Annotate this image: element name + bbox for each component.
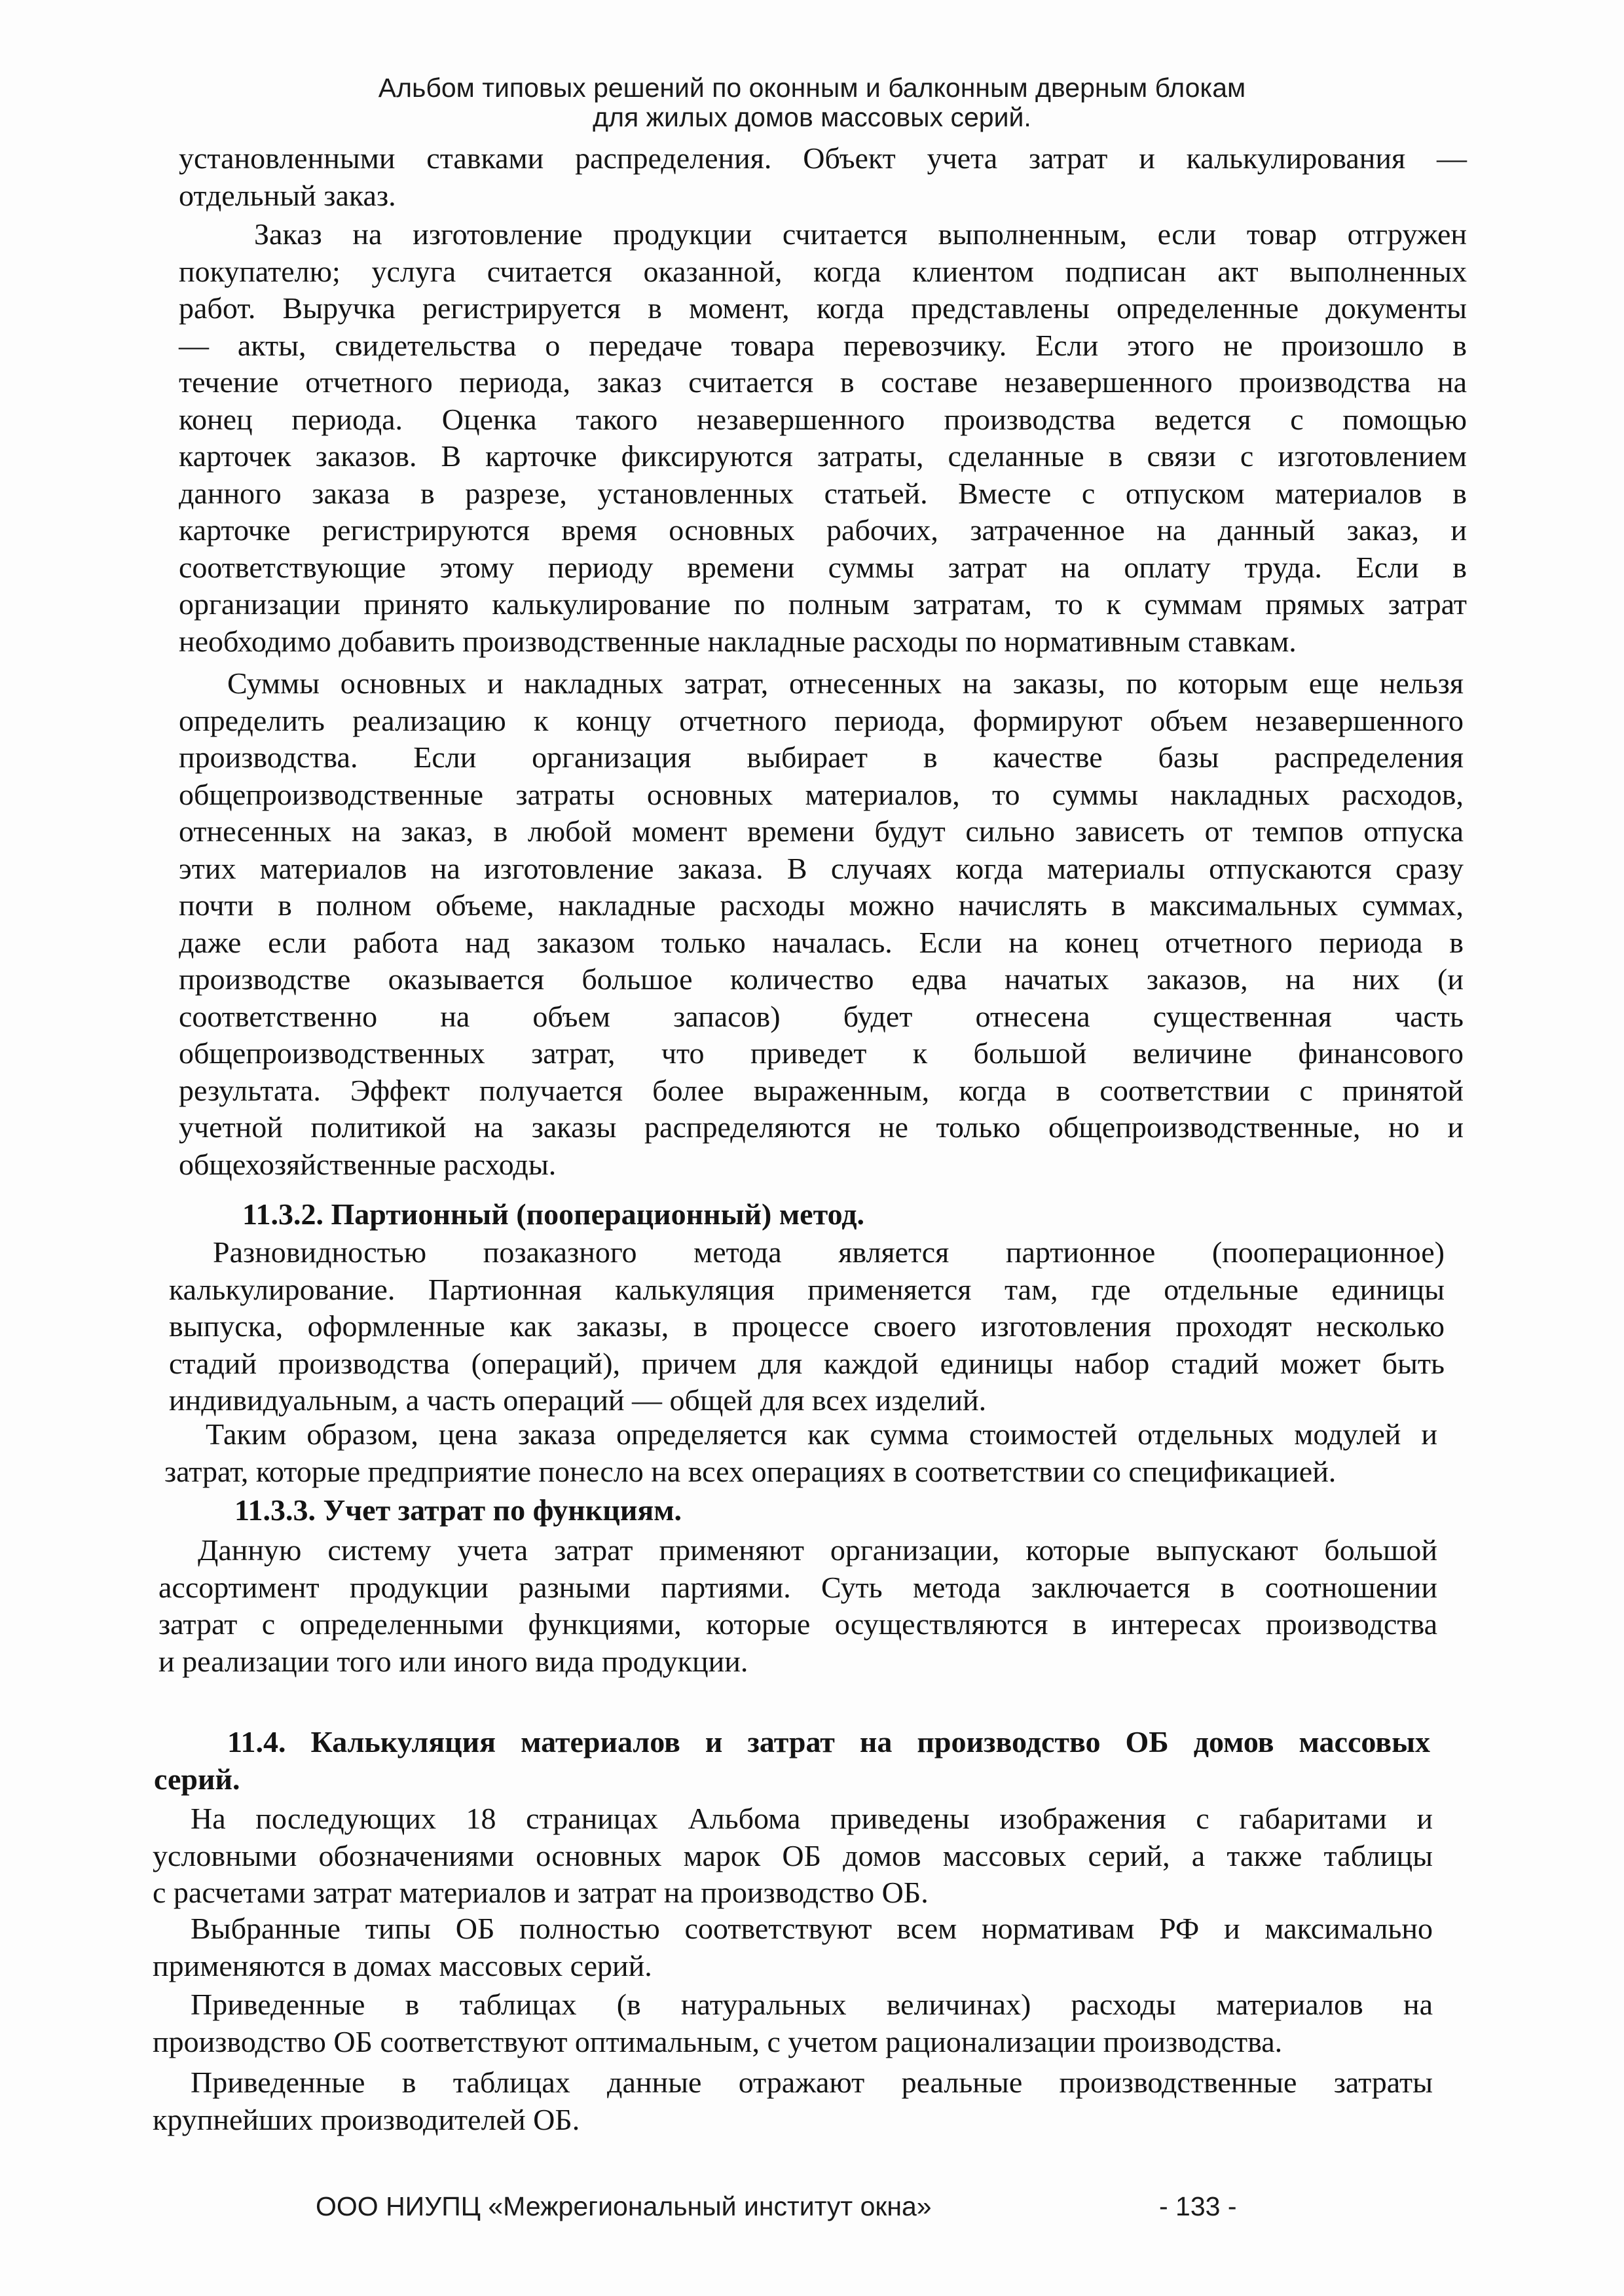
- paragraph-album-pages: [153, 1800, 1433, 1912]
- paragraph-selected-types: [153, 1910, 1433, 1984]
- paragraph-wip-costs: [179, 665, 1464, 1183]
- text-line: соответствующие этому периоду времени суммы затрат на оплату труда. Если в: [179, 550, 1467, 584]
- footer-organization: ООО НИУПЦ «Межрегиональный институт окна»: [316, 2191, 932, 2221]
- text-line: и реализации того или иного вида продукции.: [158, 1644, 748, 1678]
- text-line: конец периода. Оценка такого незавершенного производства ведется с помощью: [179, 402, 1467, 436]
- running-header-title: Альбом типовых решений по оконным и балконным дверным блокам: [378, 73, 1246, 103]
- text-line: с расчетами затрат материалов и затрат на производство ОБ.: [153, 1876, 929, 1909]
- text-line: ассортимент продукции разными партиями. Суть метода заключается в соотношении: [158, 1570, 1437, 1604]
- text-line: Заказ на изготовление продукции считается выполненным, если товар отгружен: [254, 217, 1467, 251]
- text-line: покупателю; услуга считается оказанной, когда клиентом подписан акт выполненных: [179, 254, 1467, 288]
- section-heading-11-4: [154, 1724, 1430, 1798]
- text-line: отдельный заказ.: [179, 178, 396, 212]
- text-line: установленными ставками распределения. Объект учета затрат и калькулирования —: [179, 141, 1467, 175]
- text-line: серий.: [154, 1762, 240, 1796]
- paragraph-order-price: [164, 1416, 1437, 1490]
- text-line: учетной политикой на заказы распределяются не только общепроизводственные, но и: [179, 1110, 1464, 1144]
- text-line: калькулирование. Партионная калькуляция применяется там, где отдельные единицы: [169, 1272, 1445, 1306]
- text-line: производства. Если организация выбирает в качестве базы распределения: [179, 740, 1464, 774]
- text-line: соответственно на объем запасов) будет отнесена существенная часть: [179, 999, 1464, 1033]
- text-line: карточке регистрируются время основных рабочих, затраченное на данный заказ, и: [179, 513, 1467, 547]
- text-line: отнесенных на заказ, в любой момент времени будут сильно зависеть от темпов отпуска: [179, 814, 1464, 848]
- text-line: Таким образом, цена заказа определяется как сумма стоимостей отдельных модулей и: [206, 1417, 1437, 1451]
- text-line: применяются в домах массовых серий.: [153, 1948, 652, 1982]
- text-line: Приведенные в таблицах (в натуральных величинах) расходы материалов на: [191, 1988, 1433, 2021]
- text-line: течение отчетного периода, заказ считается в составе незавершенного производства на: [179, 365, 1467, 399]
- text-line: общепроизводственные затраты основных материалов, то суммы накладных расходов,: [179, 777, 1464, 811]
- text-line: карточек заказов. В карточке фиксируются затраты, сделанные в связи с изготовлением: [179, 439, 1467, 473]
- text-line: производстве оказывается большое количество едва начатых заказов, на них (и: [179, 962, 1464, 996]
- text-line: индивидуальным, а часть операций — общей для всех изделий.: [169, 1383, 987, 1417]
- text-line: Данную систему учета затрат применяют организации, которые выпускают большой: [198, 1533, 1437, 1567]
- text-line: определить реализацию к концу отчетного периода, формируют объем незавершенного: [179, 703, 1464, 737]
- text-line: крупнейших производителей ОБ.: [153, 2102, 580, 2136]
- text-line: затрат, которые предприятие понесло на всех операциях в соответствии со спецификацией.: [164, 1454, 1337, 1488]
- page-number: - 133 -: [1159, 2191, 1237, 2221]
- text-line: даже если работа над заказом только началась. Если на конец отчетного периода в: [179, 925, 1464, 959]
- text-line: работ. Выручка регистрируется в момент, когда представлены определенные документы: [179, 291, 1467, 325]
- text-line: организации принято калькулирование по полным затратам, то к суммам прямых затрат: [179, 587, 1467, 621]
- paragraph-function-costing: [158, 1532, 1437, 1680]
- text-line: Суммы основных и накладных затрат, отнесенных на заказы, по которым еще нельзя: [227, 666, 1464, 700]
- text-line: Разновидностью позаказного метода является партионное (пооперационное): [213, 1235, 1445, 1269]
- text-line: стадий производства (операций), причем для каждой единицы набор стадий может быть: [169, 1346, 1445, 1380]
- text-line: результата. Эффект получается более выраженным, когда в соответствии с принятой: [179, 1073, 1464, 1107]
- text-line: 11.3.3. Учет затрат по функциям.: [234, 1493, 682, 1527]
- paragraph-material-consumption: [153, 1986, 1433, 2060]
- text-line: выпуска, оформленные как заказы, в процессе своего изготовления проходят несколько: [169, 1309, 1445, 1343]
- text-line: почти в полном объеме, накладные расходы можно начислять в максимальных суммах,: [179, 888, 1464, 922]
- paragraph-order-completion: [179, 216, 1467, 660]
- text-line: Выбранные типы ОБ полностью соответствуют всем нормативам РФ и максимально: [191, 1912, 1433, 1945]
- paragraph-continuation: [179, 140, 1467, 214]
- paragraph-real-costs: [153, 2064, 1433, 2138]
- section-heading-11-3-2: [242, 1196, 1225, 1233]
- section-heading-11-3-3: [234, 1492, 1020, 1529]
- running-header-subtitle: для жилых домов массовых серий.: [593, 102, 1031, 132]
- text-line: 11.4. Калькуляция материалов и затрат на производство ОБ домов массовых: [227, 1725, 1430, 1758]
- text-line: — акты, свидетельства о передаче товара перевозчику. Если этого не произошло в: [179, 328, 1467, 362]
- text-line: Приведенные в таблицах данные отражают реальные производственные затраты: [191, 2066, 1433, 2099]
- text-line: 11.3.2. Партионный (пооперационный) метод.: [242, 1197, 865, 1231]
- text-line: затрат с определенными функциями, которые осуществляются в интересах производства: [158, 1607, 1437, 1641]
- text-line: необходимо добавить производственные накладные расходы по нормативным ставкам.: [179, 624, 1297, 658]
- text-line: На последующих 18 страницах Альбома приведены изображения с габаритами и: [191, 1802, 1433, 1835]
- text-line: данного заказа в разрезе, установленных статьей. Вместе с отпуском материалов в: [179, 476, 1467, 510]
- text-line: условными обозначениями основных марок ОБ домов массовых серий, а также таблицы: [153, 1838, 1433, 1872]
- text-line: общехозяйственные расходы.: [179, 1147, 557, 1181]
- paragraph-batch-costing: [169, 1234, 1445, 1419]
- text-line: этих материалов на изготовление заказа. В случаях когда материалы отпускаются сразу: [179, 851, 1464, 885]
- text-line: общепроизводственных затрат, что приведет к большой величине финансового: [179, 1036, 1464, 1070]
- text-line: производство ОБ соответствуют оптимальным, с учетом рационализации производства.: [153, 2024, 1283, 2058]
